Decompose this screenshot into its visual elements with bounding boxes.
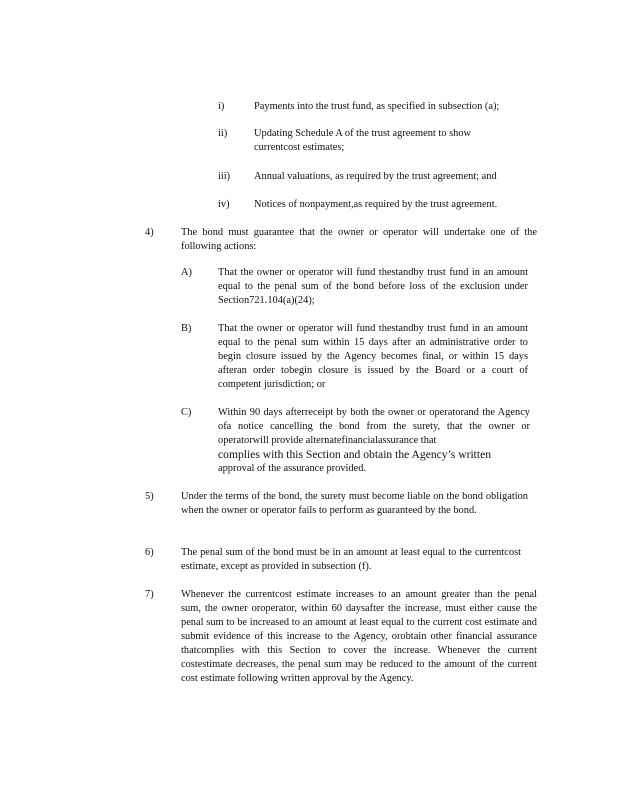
item-text: The penal sum of the bond must be in an amount at least equal to the currentcost estimate, except as provided in subsection (f). — [181, 547, 521, 572]
item-number: 4) — [145, 227, 154, 238]
item-number: A) — [181, 267, 192, 278]
item-number: iii) — [218, 171, 231, 182]
item-text: Payments into the trust fund, as specified in subsection (a); — [254, 101, 500, 112]
item-number: iv) — [218, 199, 230, 210]
item-text: Annual valuations, as required by the trust agreement; and — [254, 171, 497, 182]
item-text: The bond must guarantee that the owner or operator will undertake one of the following actions: — [181, 227, 537, 252]
item-text: Updating Schedule A of the trust agreement to show currentcost estimates; — [254, 128, 472, 153]
item-text: Notices of nonpayment,as required by the trust agreement. — [254, 199, 498, 210]
item-text: Under the terms of the bond, the surety must become liable on the bond obligation when the owner or operator fails to perform as guaranteed by the bond. — [181, 491, 528, 516]
item-text: Whenever the currentcost estimate increases to an amount greater than the penal sum, the owner oroperator, within 60 daysafter the increase, must either cause the penal sum to be increased to an amount at least equal to the current cost estimate and submit evidence of this increase to the Agency, orobtain other financial assurance thatcomplies with this Section to cover the increase. Whenever the current costestimate decreases, the penal sum may be reduced to the amount of the current cost estimate following written approval by the Agency. — [181, 589, 537, 684]
item-text-part: approval of the assurance provided. — [218, 463, 367, 474]
item-text-part: Within 90 days afterreceipt by both the owner or operatorand the Agency ofa notice cancelling the bond from the surety, that the owner or operatorwill provide alternatefinancialassurance that — [218, 407, 530, 446]
item-number: i) — [218, 101, 225, 112]
item-text: That the owner or operator will fund thestandby trust fund in an amount equal to the penal sum of the bond before loss of the exclusion under Section721.104(a)(24); — [218, 267, 528, 306]
item-number: 6) — [145, 547, 154, 558]
item-text — [218, 406, 530, 476]
item-number: ii) — [218, 128, 228, 139]
item-number: B) — [181, 323, 192, 334]
item-number: 7) — [145, 589, 154, 600]
item-text: That the owner or operator will fund thestandby trust fund in an amount equal to the penal sum within 15 days after an administrative order to begin closure issued by the Agency becomes final, or within 15 days afteran order tobegin closure is issued by the Board or a court of competent jurisdiction; or — [218, 323, 528, 390]
item-number: 5) — [145, 491, 154, 502]
item-text-emphasis: complies with this Section and obtain the Agency’s written — [218, 448, 492, 461]
item-number: C) — [181, 407, 192, 418]
